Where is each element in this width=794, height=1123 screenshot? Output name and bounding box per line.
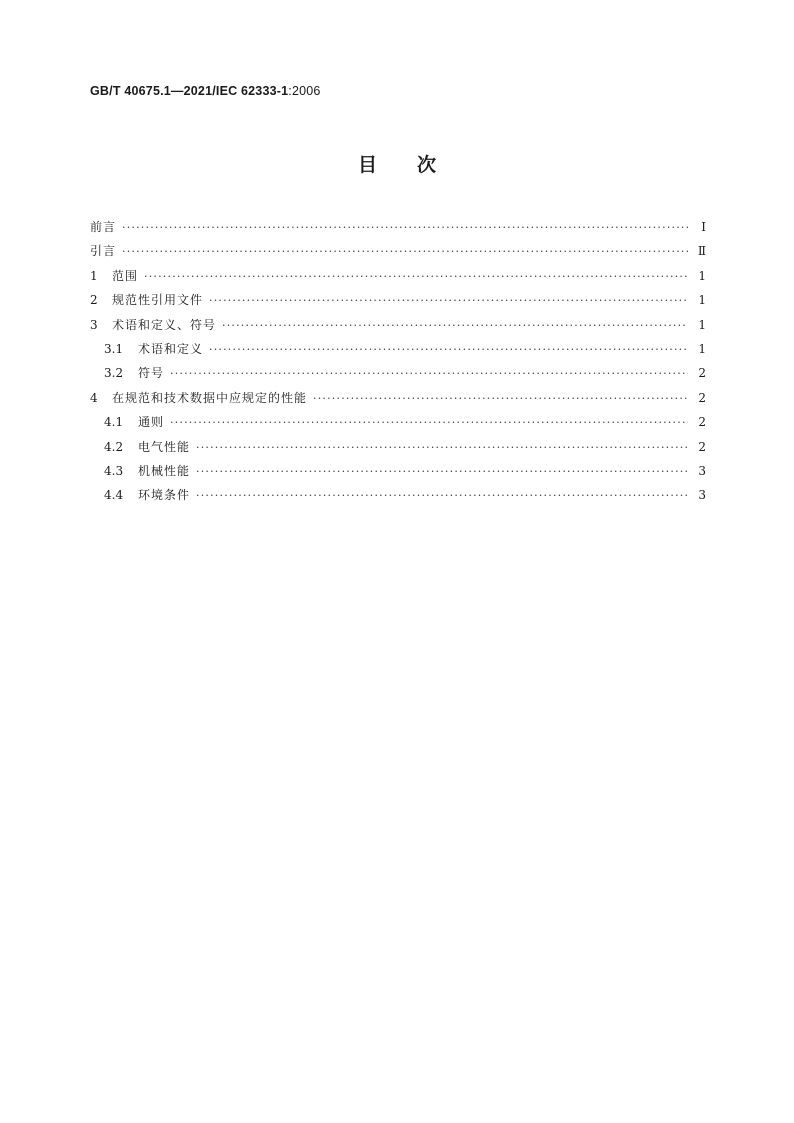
toc-entry-page: 1 [698, 268, 706, 283]
toc-entry-number: 4 [90, 390, 98, 405]
toc-entry-page: 1 [698, 293, 706, 308]
toc-entry-introduction[interactable] [90, 242, 706, 266]
toc-entry-page: 2 [698, 366, 706, 381]
toc-entry-page: 3 [698, 463, 706, 478]
standard-code: GB/T 40675.1—2021/IEC 62333-1 [90, 84, 289, 98]
toc-entry-number: 4.1 [104, 415, 124, 430]
toc-entry-label: 在规范和技术数据中应规定的性能 [112, 390, 308, 405]
toc-entry-number: 3.1 [104, 341, 124, 356]
toc-entry-label: 术语和定义 [138, 341, 204, 356]
standard-year: :2006 [288, 84, 321, 98]
toc-entry-3[interactable] [90, 316, 706, 340]
toc-entry-page: Ⅱ [697, 244, 706, 259]
toc-leader-dots [196, 465, 688, 478]
toc-entry-number: 1 [90, 268, 98, 283]
toc-entry-label: 通则 [138, 415, 165, 430]
toc-entry-4-1[interactable] [90, 413, 706, 437]
toc-leader-dots [196, 441, 688, 454]
toc-entry-3-1[interactable] [90, 340, 706, 364]
page-title: 目次 [357, 154, 476, 176]
toc-entry-4-4[interactable] [90, 486, 706, 510]
toc-entry-label: 规范性引用文件 [112, 293, 204, 308]
toc-entry-number: 3.2 [104, 366, 124, 381]
toc-entry-number: 2 [90, 293, 98, 308]
toc-leader-dots [122, 221, 688, 234]
toc-entry-page: 2 [698, 415, 706, 430]
toc-entry-label: 引言 [90, 244, 117, 259]
toc-entry-label: 前言 [90, 220, 117, 234]
toc-entry-4-2[interactable] [90, 438, 706, 462]
toc-leader-dots [196, 489, 688, 502]
toc-leader-dots [209, 343, 688, 356]
toc-entry-page: 1 [698, 317, 706, 332]
toc-entry-foreword[interactable] [90, 218, 706, 242]
toc-entry-label: 电气性能 [138, 439, 191, 454]
toc-entry-number: 4.4 [104, 488, 124, 503]
toc-entry-page: 2 [698, 390, 706, 405]
toc-entry-3-2[interactable] [90, 364, 706, 388]
toc-entry-label: 术语和定义、符号 [112, 317, 217, 332]
toc-entry-2[interactable] [90, 291, 706, 315]
toc-entry-number: 3 [90, 317, 98, 332]
toc-entry-page: Ⅰ [701, 220, 706, 234]
toc-entry-label: 机械性能 [138, 463, 191, 478]
toc-leader-dots [222, 319, 688, 332]
toc-entry-label: 符号 [138, 366, 165, 381]
toc-leader-dots [209, 294, 688, 307]
toc-entry-page: 1 [698, 341, 706, 356]
toc-entry-4[interactable] [90, 389, 706, 413]
toc-leader-dots [144, 270, 688, 283]
table-of-contents [90, 218, 706, 511]
toc-entry-number: 4.3 [104, 463, 124, 478]
toc-entry-number: 4.2 [104, 439, 124, 454]
toc-entry-label: 环境条件 [138, 488, 191, 503]
toc-entry-4-3[interactable] [90, 462, 706, 486]
toc-leader-dots [170, 416, 688, 429]
toc-leader-dots [313, 392, 688, 405]
document-header [90, 84, 321, 98]
toc-entry-page: 3 [698, 488, 706, 503]
toc-entry-1[interactable] [90, 267, 706, 291]
toc-leader-dots [170, 367, 688, 380]
toc-leader-dots [122, 245, 688, 258]
toc-entry-label: 范围 [112, 268, 139, 283]
toc-entry-page: 2 [698, 439, 706, 454]
